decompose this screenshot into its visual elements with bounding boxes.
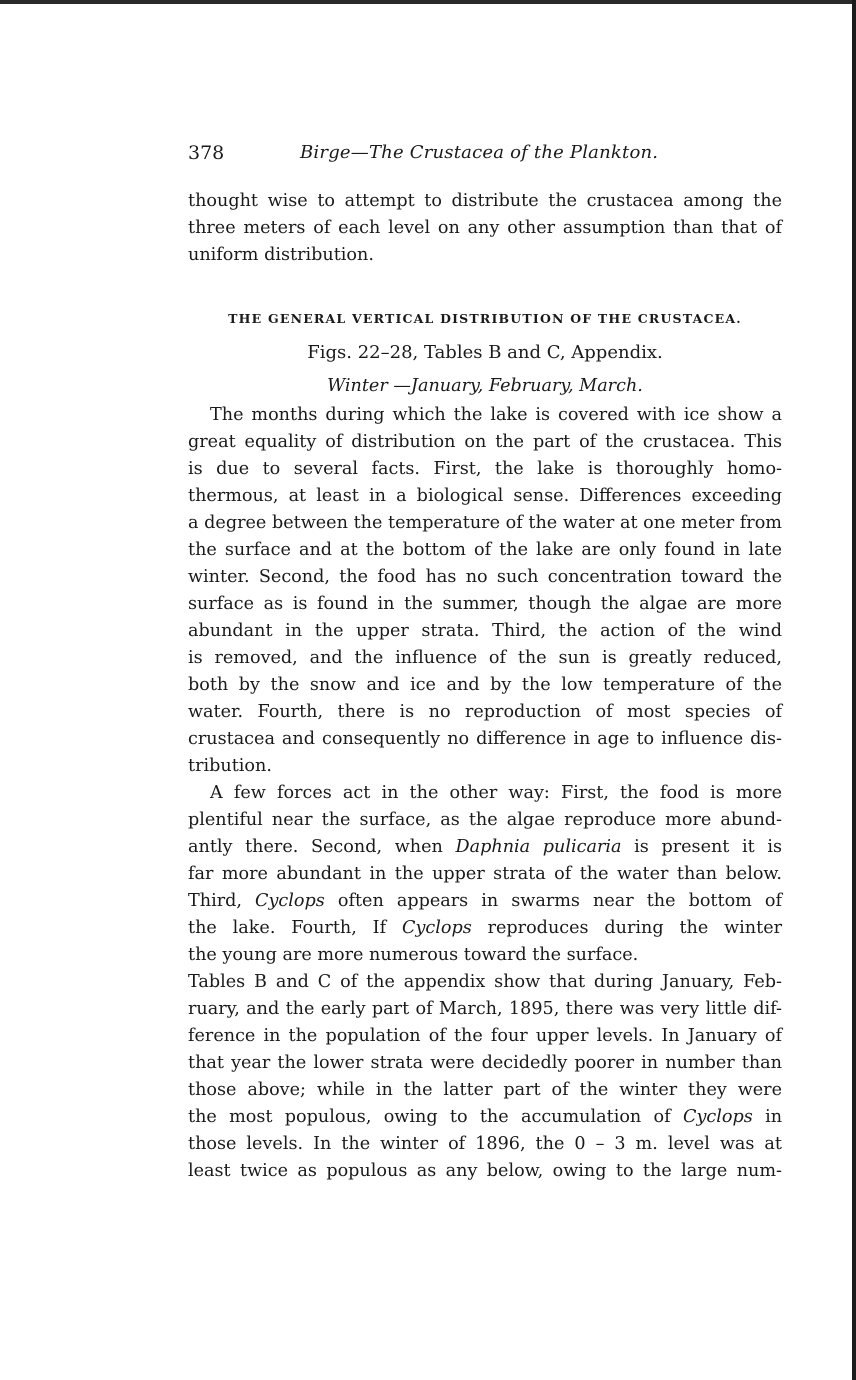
genus-name: Cyclops [682,1107,753,1127]
text-line: least twice as populous as any below, owing to the large num- [188,1161,782,1181]
figures-reference: Figs. 22–28, Tables B and C, Appendix. [307,342,663,363]
text-line: Tables B and C of the appendix show that during January, Feb- [188,972,782,992]
text-segment: in [765,1107,783,1127]
text-segment: often appears in swarms near the bottom of [337,891,782,911]
right-scan-edge [852,0,856,1380]
text-line: far more abundant in the upper strata of the water than below. [188,864,782,884]
genus-name: Cyclops [255,891,325,911]
genus-name: Cyclops [401,918,472,938]
text-line [188,888,782,915]
text-line: water. Fourth, there is no reproduction of most species of [188,702,782,722]
opening-paragraph [188,188,782,269]
text-line: plentiful near the surface, as the algae reproduce more abund- [188,810,782,830]
text-segment: the lake. Fourth, If [188,918,387,938]
page-number: 378 [188,142,225,164]
text-segment: reproduces during the winter [487,918,783,938]
text-line: thought wise to attempt to distribute the crustacea among the [188,191,782,211]
text-segment: Third, [188,891,242,911]
text-line: ruary, and the early part of March, 1895, there was very little dif- [188,999,782,1019]
text-line: is due to several facts. First, the lake is thoroughly homo- [188,459,782,479]
text-line [188,1104,782,1131]
text-line: great equality of distribution on the part of the crustacea. This [188,432,782,452]
text-line: A few forces act in the other way: First, the food is more [210,783,782,803]
page-body [188,138,782,1185]
text-line: thermous, at least in a biological sense. Differences exceeding [188,486,782,506]
text-line: the surface and at the bottom of the lake are only found in late [188,540,782,560]
season-subheading: Winter —January, February, March. [327,376,643,396]
text-line: those above; while in the latter part of the winter they were [188,1080,782,1100]
species-name: Daphnia pulicaria [455,837,622,857]
paragraph-2 [188,780,782,969]
page-header [188,138,782,168]
text-line: a degree between the temperature of the water at one meter from [188,513,782,533]
text-line: those levels. In the winter of 1896, the 0 – 3 m. level was at [188,1134,782,1154]
section-heading: THE GENERAL VERTICAL DISTRIBUTION OF THE CRUSTACEA. [228,311,742,326]
text-line: winter. Second, the food has no such concentration toward the [188,567,782,587]
running-title: Birge—The Crustacea of the Plankton. [300,142,659,163]
paragraph-3 [188,969,782,1185]
text-segment: the most populous, owing to the accumulation of [188,1107,671,1127]
text-line: both by the snow and ice and by the low temperature of the [188,675,782,695]
text-line: is removed, and the influence of the sun is greatly reduced, [188,648,782,668]
paragraph-1 [188,402,782,780]
text-line: three meters of each level on any other assumption than that of [188,218,782,238]
text-line: abundant in the upper strata. Third, the action of the wind [188,621,782,641]
text-segment: antly there. Second, when [188,837,443,857]
text-line: uniform distribution. [188,245,374,265]
text-line: that year the lower strata were decidedly poorer in number than [188,1053,782,1073]
text-line: the young are more numerous toward the surface. [188,945,639,965]
text-segment: is present it is [634,837,783,857]
text-line [188,915,782,942]
text-line: The months during which the lake is covered with ice show a [210,405,782,425]
top-scan-edge [0,0,856,4]
text-line: surface as is found in the summer, though the algae are more [188,594,782,614]
text-line [188,834,782,861]
text-line: tribution. [188,756,272,776]
text-line: crustacea and consequently no difference in age to influence dis- [188,729,782,749]
text-line: ference in the population of the four upper levels. In January of [188,1026,782,1046]
